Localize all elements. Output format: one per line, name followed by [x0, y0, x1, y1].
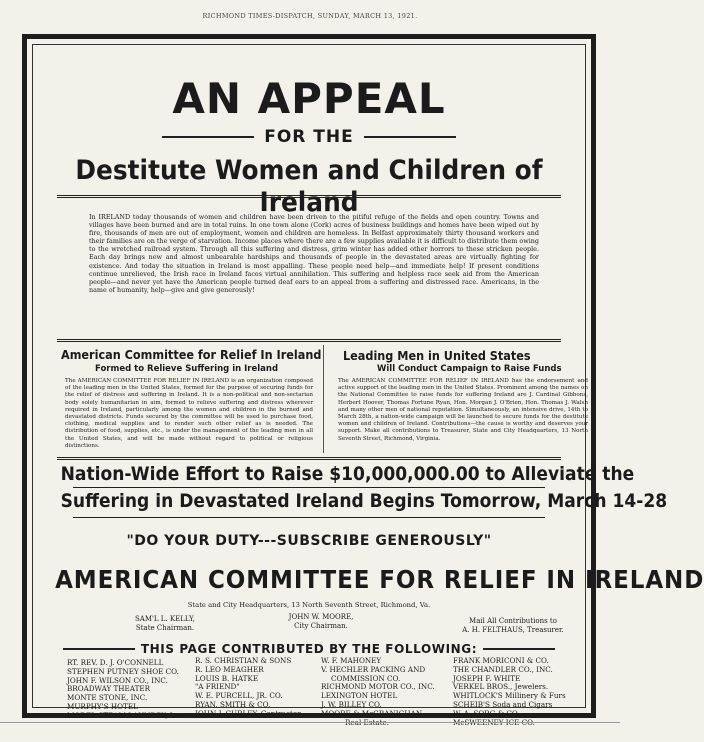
signature-name: JOHN W. MOORE,: [288, 613, 354, 621]
list-item: VERKEL BROS., Jewelers.: [453, 682, 549, 692]
list-item: W. F. MAHONEY: [321, 656, 382, 665]
list-item: McSWEENEY ICE CO.: [453, 717, 535, 727]
list-item: JOHN F. WILSON CO., INC.: [67, 675, 168, 685]
list-item: W. E. PURCELL, JR. CO.: [195, 691, 283, 701]
right-section-body: The AMERICAN COMMITTEE FOR RELIEF IN IRELAND has the endorsement and active support of the leading men in the United States. Prominent among the names on the National Committee to raise funds for suffering Ireland are J. Cardinal Gibbons, Herbert Hoover, Thomas Fortune Ryan, Hon. Morgan J. O'Brien, Hon. Thomas J. Walsh and many other men of national reputation. Simultaneously, an intensive drive, 14th to March 28th, a nation-wide campaign will be launched to secure funds for the destitute women and children of Ireland. Contributions—the cause is worthy and deserves your support. Make all contributions to Treasurer, State and City Headquarters, 13 North Seventh Street, Richmond, Virginia.: [338, 378, 588, 442]
headline-for-the: FOR THE: [264, 127, 354, 147]
list-item: LOUIS B. HATKE: [195, 673, 259, 683]
headline-appeal: AN APPEAL: [172, 74, 446, 123]
advertisement-frame: [22, 34, 704, 727]
list-item: RICHMOND MOTOR CO., INC.: [321, 682, 435, 692]
list-item: JOSEPH F. WHITE: [453, 673, 521, 683]
list-item: BROADWAY THEATER: [67, 684, 151, 694]
banner-underline-2: [73, 517, 545, 518]
banner-underline: [73, 487, 545, 488]
rule-right: [483, 648, 555, 650]
contributors-column-3: [321, 657, 435, 727]
column-divider: [323, 345, 324, 453]
right-section-title: Leading Men in United States: [343, 348, 531, 363]
left-section-subtitle: Formed to Relieve Suffering in Ireland: [95, 364, 279, 374]
advertisement-inner-border: [32, 44, 704, 727]
rule-right: [364, 136, 456, 138]
list-item: RYAN, SMITH & CO.: [195, 699, 271, 709]
list-item: MOORE & McGRANIGHAN,: [321, 708, 424, 718]
contributors-column-4: [453, 657, 566, 727]
masthead: RICHMOND TIMES-DISPATCH, SUNDAY, MARCH 13, 1921.: [202, 12, 418, 20]
double-rule-top: [57, 195, 561, 198]
list-item: Real Estate.: [345, 717, 390, 727]
list-item: WHITLOCK'S Millinery & Furs: [453, 691, 566, 701]
headline-destitute: Destitute Women and Children of Ireland: [75, 155, 543, 218]
banner-line-1: Nation-Wide Effort to Raise $10,000,000.00 to Alleviate the: [60, 463, 635, 485]
signature-treasurer: [433, 617, 593, 635]
signature-state-chairman: [105, 615, 225, 633]
list-item: V. HECHLER PACKING AND: [321, 664, 426, 674]
rule-left: [162, 136, 254, 138]
list-item: COMMISSION CO.: [331, 673, 401, 683]
list-item: FRANK MORICONI & CO.: [453, 656, 549, 665]
slogan: "DO YOUR DUTY---SUBSCRIBE GENEROUSLY": [126, 533, 492, 549]
signature-city-chairman: [261, 613, 381, 631]
signature-name: SAM'L L. KELLY,: [134, 615, 196, 623]
list-item: THE CHANDLER CO., INC.: [453, 664, 553, 674]
left-section-title: American Committee for Relief In Ireland: [61, 347, 322, 362]
signature-role: State Chairman.: [135, 624, 195, 632]
list-item: MURPHY'S HOTEL: [67, 701, 138, 711]
contributors-column-2: [195, 657, 301, 719]
list-item: W. A. SORG & CO.: [453, 708, 520, 718]
signature-role: City Chairman.: [294, 622, 348, 630]
list-item: J. W. BILLEY CO.: [321, 699, 382, 709]
list-item: RT. REV. D. J. O'CONNELL: [67, 658, 164, 667]
contributors-column-1: [67, 659, 184, 721]
contributors-heading-row: [63, 641, 555, 657]
list-item: SCHEIB'S Soda and Cigars: [453, 699, 553, 709]
rule-left: [63, 648, 135, 650]
committee-name: AMERICAN COMMITTEE FOR RELIEF IN IRELAND: [55, 565, 704, 594]
list-item: JOHN J. CURLEY, Contractor: [195, 708, 301, 718]
contributors-heading: THIS PAGE CONTRIBUTED BY THE FOLLOWING:: [140, 642, 478, 656]
intro-paragraph: In IRELAND today thousands of women and children have been driven to the pitiful refuge of the fields and open country. Towns and villages have been burned and are in total ruins. In one town alone (Cork) acres of business buildings and homes have been wiped out by fire, thousands of men are out of employment, women and children are homeless. In Belfast approximately thirty thousand workers and their families are on the verge of starvation. Income places where there are a few supplies available it is difficult to distribute them owing to the wretched railroad system. Through all this suffering and distress, grim winter has added other horrors to these stricken people. Each day brings new and almost unbearable hardships and thousands of people in the devastated areas are virtually fighting for existence. And today the situation in Ireland is most appalling. These people need help—and immediate help! If present conditions continue unrelieved, the Irish race in Ireland faces virtual annihilation. This suffering and helpless race seek aid from the American people—and never yet have the American people turned deaf ears to an appeal from a suffering and distressed race. Americans, in the name of humanity, help—give and give generously!: [89, 213, 539, 294]
list-item: R. S. CHRISTIAN & SONS: [195, 656, 292, 665]
list-item: MONTE STONE, INC.: [67, 693, 148, 703]
list-item: STEPHEN PUTNEY SHOE CO.: [67, 666, 179, 676]
banner-line-2: Suffering in Devastated Ireland Begins Tomorrow, March 14-28: [60, 490, 668, 512]
list-item: "A FRIEND": [195, 682, 240, 692]
list-item: LEXINGTON HOTEL: [321, 691, 398, 701]
double-rule-banner-top: [57, 457, 561, 460]
double-rule-sections: [57, 339, 561, 342]
left-section-body: The AMERICAN COMMITTEE FOR RELIEF IN IRELAND is an organization composed of the leading men in the United States, formed for the purpose of securing funds for the relief of distress and suffering in Ireland. It is a non-political and non-sectarian body solely humanitarian in aim, formed to relieve suffering and distress wherever required in Ireland, particularly among the women and children in the burned and devastated districts. Funds secured by the committee will be used to purchase food, clothing, medical supplies and to render such other relief as is needed. The distribution of food, supplies, etc., is under the management of the leading men in all the United States, and will be made without regard to political or religious distinctions.: [65, 378, 313, 449]
signature-name: Mail All Contributions to: [469, 617, 557, 625]
headquarters-line: State and City Headquarters, 13 North Seventh Street, Richmond, Va.: [187, 601, 431, 609]
right-section-subtitle: Will Conduct Campaign to Raise Funds: [377, 364, 562, 374]
page-bottom-edge: [0, 722, 620, 737]
signature-role: A. H. FELTHAUS, Treasurer.: [462, 626, 564, 634]
list-item: MODEL STEAM LAUNDRY, Inc.: [67, 710, 184, 720]
list-item: R. LEO MEAGHER: [195, 664, 264, 674]
headline-for-the-row: [33, 127, 585, 147]
